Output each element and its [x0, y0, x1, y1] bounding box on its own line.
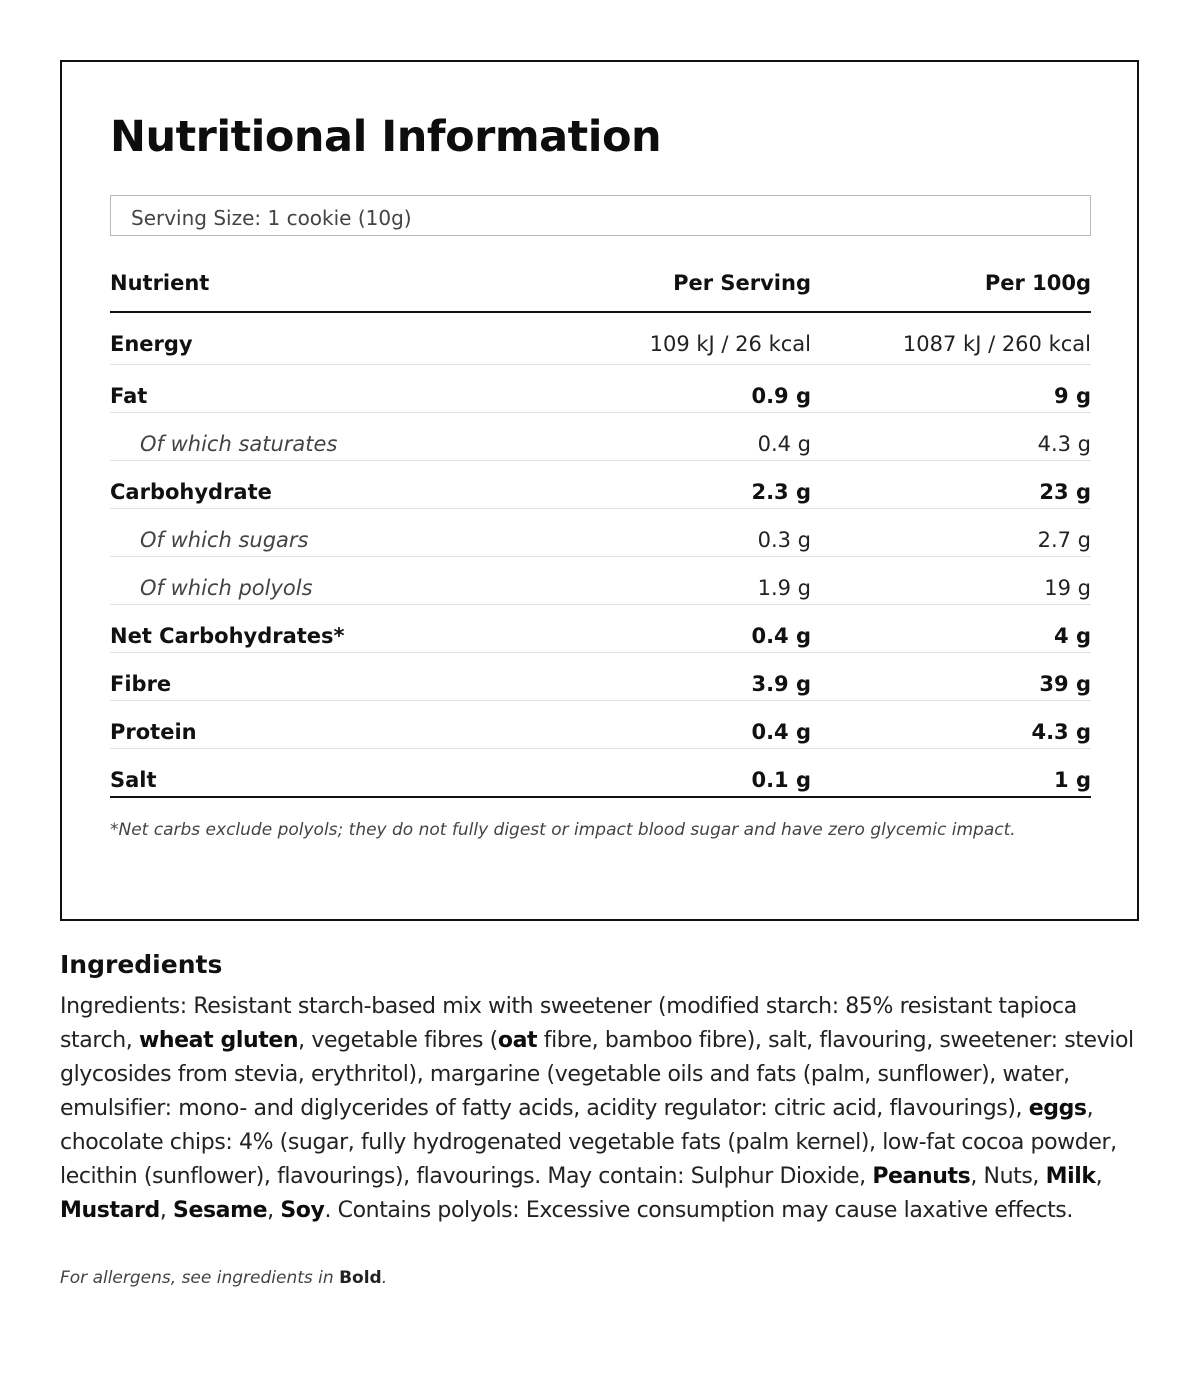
ingredients-segment: , [1095, 1164, 1103, 1189]
nutrient-name: Net Carbohydrates* [110, 624, 345, 648]
table-row [110, 557, 1091, 605]
nutrient-name: Of which saturates [140, 432, 338, 456]
allergen-soy: Soy [280, 1198, 325, 1223]
ingredients-segment: , chocolate chips: 4% (sugar, fully hydrogenated vegetable fats (palm kernel), low-fat cocoa powder, lecithin (sunflower), flavourings), flavourings. May contain: Sulphur Dioxide, [60, 1096, 1117, 1189]
per-serving-value: 3.9 g [751, 672, 811, 696]
table-header [110, 255, 1091, 313]
per-100g-value: 19 g [1044, 576, 1091, 600]
per-100g-value: 4.3 g [1031, 720, 1091, 744]
ingredients-segment: , vegetable fibres ( [298, 1028, 498, 1053]
per-100g-value: 4.3 g [1037, 432, 1091, 456]
table-row [110, 365, 1091, 413]
ingredients-segment: . Contains polyols: Excessive consumption may cause laxative effects. [324, 1198, 1073, 1223]
per-serving-value: 0.1 g [751, 768, 811, 792]
ingredients-segment: , [267, 1198, 281, 1223]
per-serving-value: 0.3 g [757, 528, 811, 552]
column-header-per-serving: Per Serving [673, 271, 811, 295]
per-serving-value: 0.4 g [757, 432, 811, 456]
allergen-note-bold: Bold [339, 1268, 382, 1288]
nutrient-name: Of which sugars [140, 528, 309, 552]
column-header-per-100g: Per 100g [984, 271, 1091, 295]
nutrient-name: Protein [110, 720, 197, 744]
per-serving-value: 2.3 g [751, 480, 811, 504]
table-row [110, 749, 1091, 798]
per-serving-value: 0.9 g [751, 384, 811, 408]
ingredients-text [60, 990, 1140, 1228]
per-100g-value: 39 g [1039, 672, 1091, 696]
per-100g-value: 23 g [1039, 480, 1091, 504]
per-100g-value: 2.7 g [1037, 528, 1091, 552]
nutrient-name: Of which polyols [140, 576, 313, 600]
allergen-sesame: Sesame [173, 1198, 268, 1223]
allergen-oat: oat [497, 1028, 538, 1053]
per-100g-value: 1 g [1054, 768, 1091, 792]
allergen-eggs: eggs [1028, 1096, 1087, 1121]
per-serving-value: 0.4 g [751, 720, 811, 744]
per-100g-value: 9 g [1054, 384, 1091, 408]
nutrient-name: Energy [110, 332, 193, 356]
nutrition-title: Nutritional Information [110, 112, 662, 162]
net-carbs-footnote: *Net carbs exclude polyols; they do not fully digest or impact blood sugar and have zero glycemic impact. [110, 820, 1016, 840]
table-row [110, 509, 1091, 557]
table-row [110, 413, 1091, 461]
serving-size: Serving Size: 1 cookie (10g) [110, 195, 1091, 236]
allergen-milk: Milk [1045, 1164, 1096, 1189]
ingredients-segment: Ingredients: Resistant starch-based mix with sweetener (modified starch: 85% resistant tapioca starch, [60, 994, 1077, 1053]
per-100g-value: 1087 kJ / 260 kcal [902, 332, 1091, 356]
table-row [110, 653, 1091, 701]
allergen-wheat-gluten: wheat gluten [138, 1028, 299, 1053]
per-100g-value: 4 g [1054, 624, 1091, 648]
table-row [110, 701, 1091, 749]
table-row [110, 313, 1091, 365]
nutrition-panel [60, 60, 1139, 921]
column-header-nutrient: Nutrient [110, 271, 210, 295]
per-serving-value: 1.9 g [757, 576, 811, 600]
ingredients-segment: fibre, bamboo fibre), salt, flavouring, sweetener: steviol glycosides from stevia, erythritol), margarine (vegetable oils and fats (palm, sunflower), water, emulsifier: mono- and diglycerides of fatty acids, acidity regulator: citric acid, flavourings), [60, 1028, 1134, 1121]
per-serving-value: 0.4 g [751, 624, 811, 648]
table-row [110, 461, 1091, 509]
nutrient-name: Fat [110, 384, 148, 408]
ingredients-heading: Ingredients [60, 950, 223, 979]
ingredients-segment: , [159, 1198, 173, 1223]
ingredients-segment: , Nuts, [970, 1164, 1046, 1189]
allergen-mustard: Mustard [60, 1198, 160, 1223]
nutrient-name: Fibre [110, 672, 172, 696]
nutrition-table [110, 255, 1091, 798]
nutrient-name: Salt [110, 768, 157, 792]
allergen-note-suffix: . [381, 1268, 388, 1288]
per-serving-value: 109 kJ / 26 kcal [649, 332, 811, 356]
allergen-note [60, 1268, 387, 1288]
allergen-note-prefix: For allergens, see ingredients in [60, 1268, 340, 1288]
nutrient-name: Carbohydrate [110, 480, 272, 504]
allergen-peanuts: Peanuts [872, 1164, 971, 1189]
table-row [110, 605, 1091, 653]
